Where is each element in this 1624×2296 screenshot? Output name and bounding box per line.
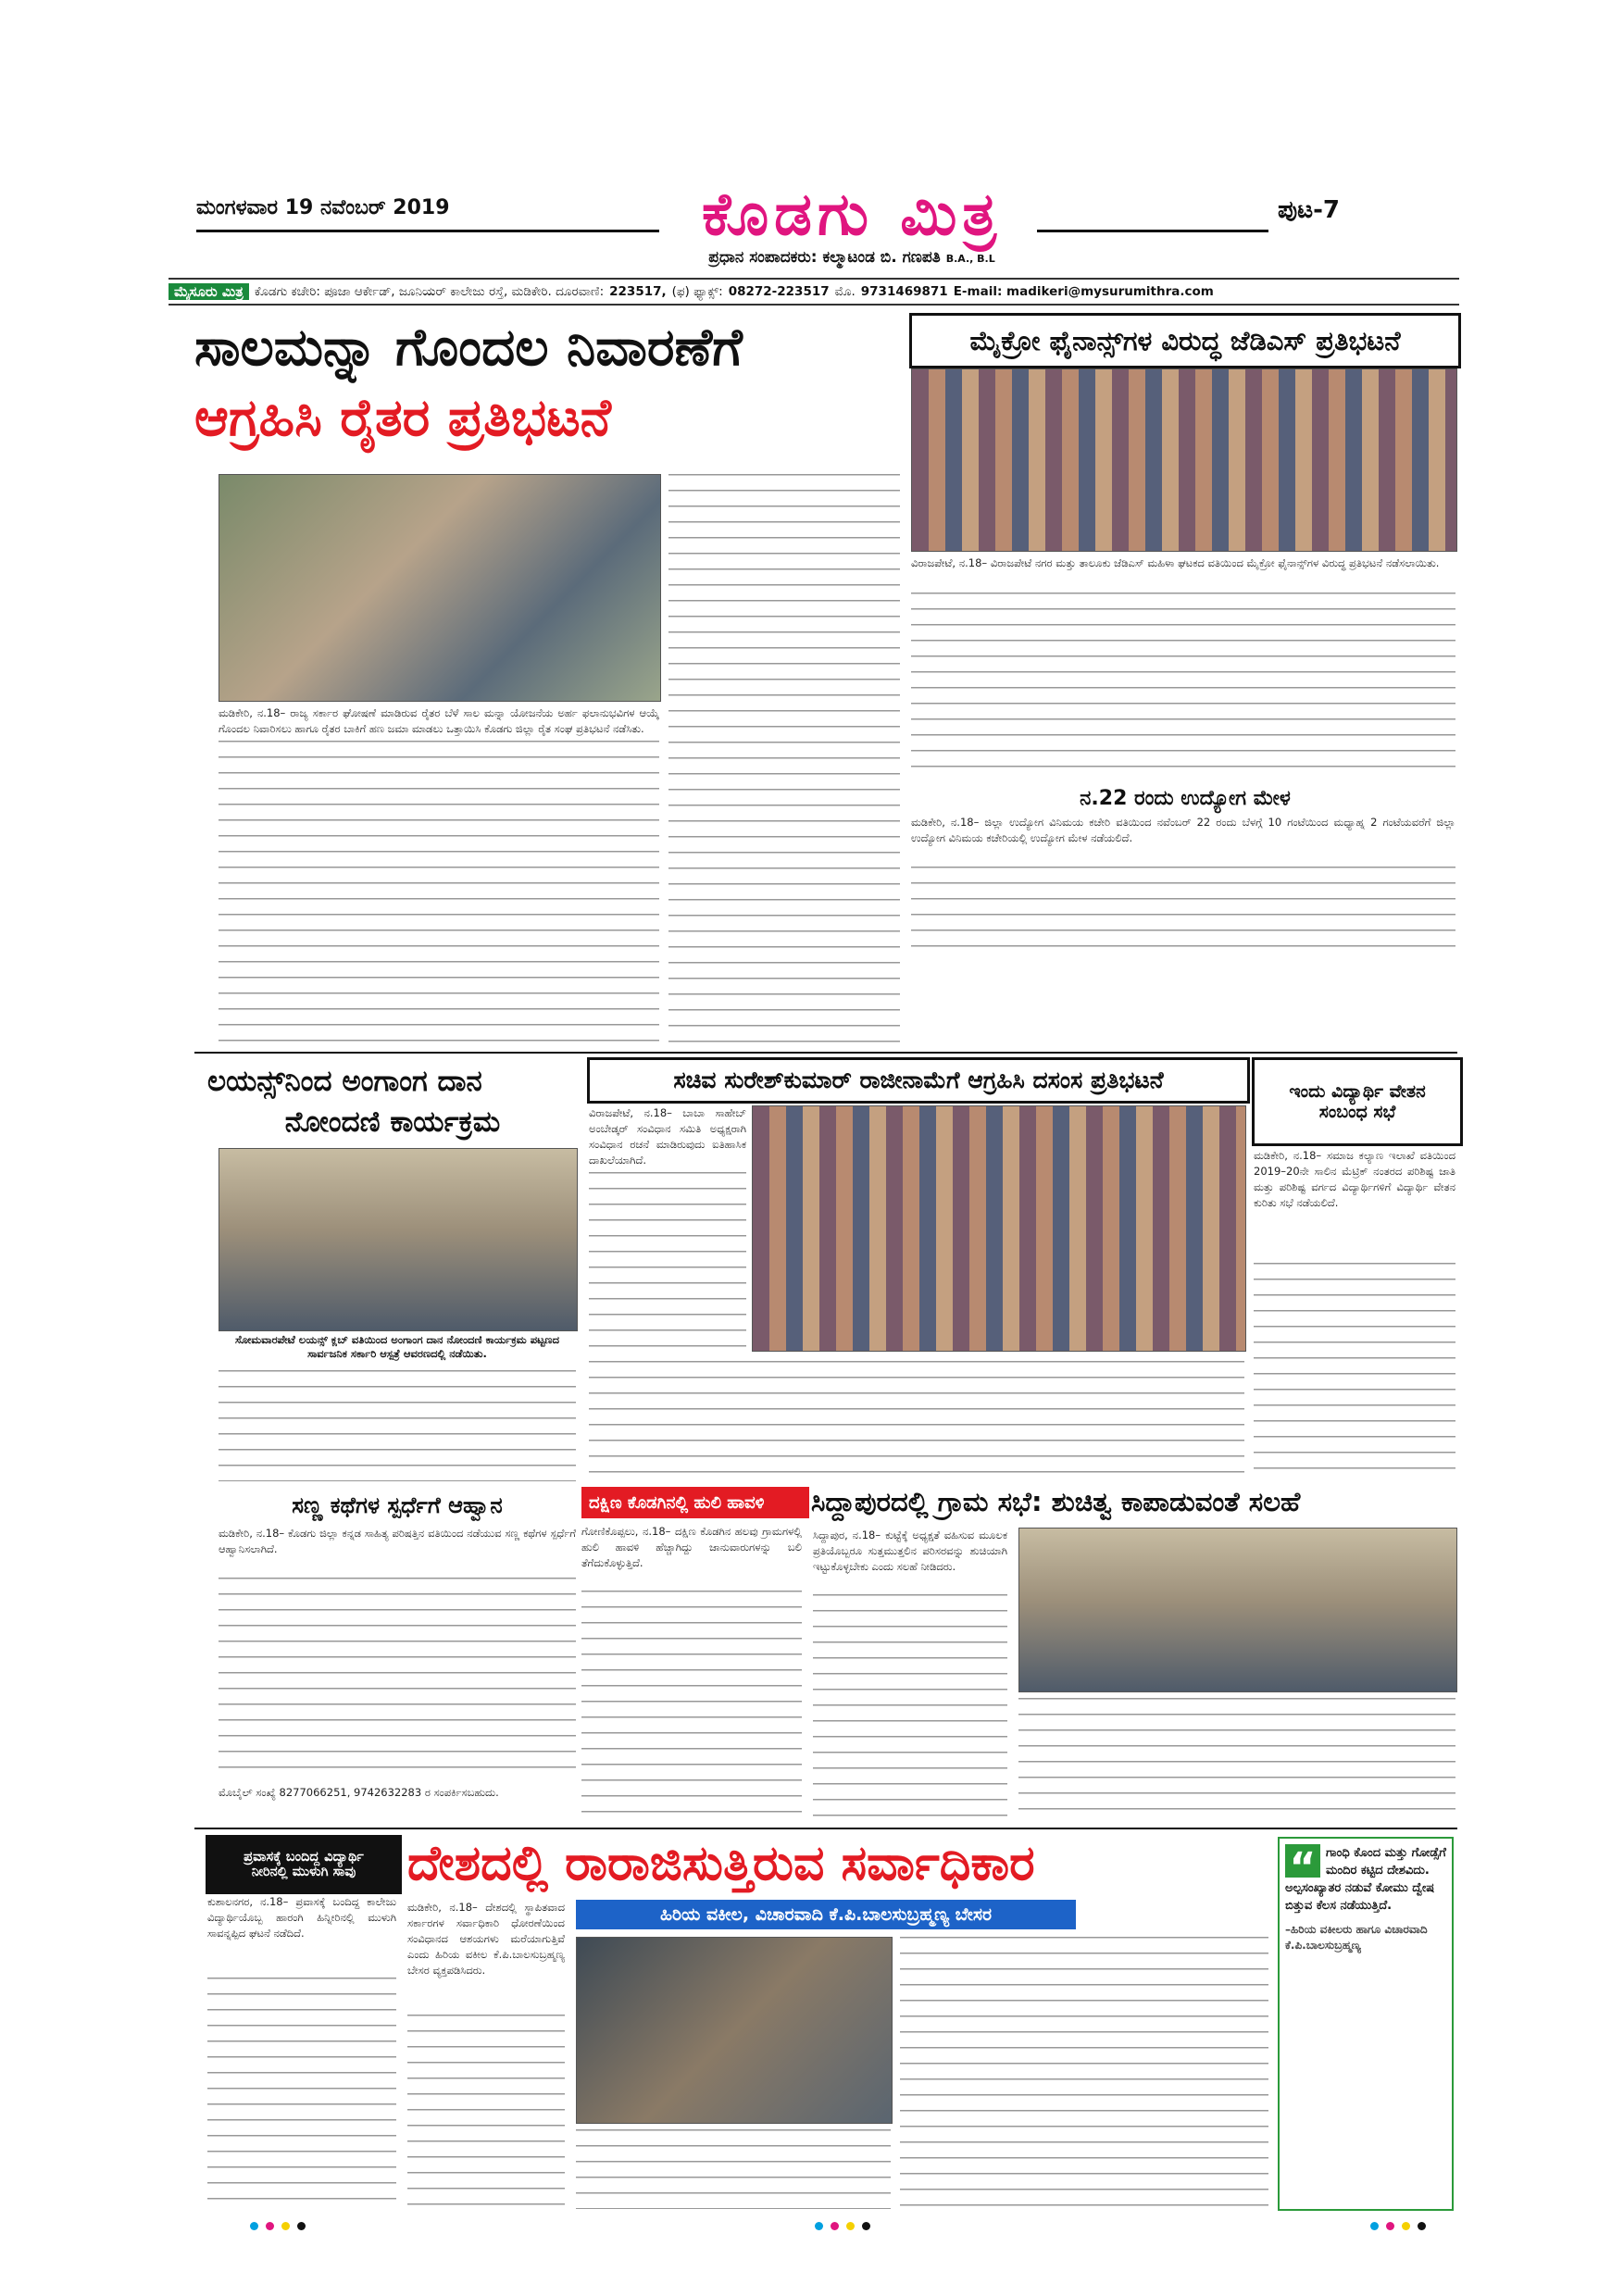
story8-body-text-left — [813, 1594, 1007, 1822]
section-divider-lower — [194, 1828, 1457, 1829]
story1-body-text — [219, 741, 659, 1046]
story5-headline: ಸಚಿವ ಸುರೇಶ್‌ಕುಮಾರ್ ರಾಜೀನಾಮೆಗೆ ಆಗ್ರಹಿಸಿ ದಸಂಸ ಪ್ರತಿಭಟನೆ — [587, 1057, 1250, 1104]
editor-degree: B.A., B.L — [945, 253, 995, 265]
story10-headline-line2: ನೀರಿನಲ್ಲಿ ಮುಳುಗಿ ಸಾವು — [251, 1865, 356, 1879]
office-phone: 223517, — [609, 284, 667, 299]
story9-headline: ಸಣ್ಣ ಕಥೆಗಳ ಸ್ಪರ್ಧೆಗೆ ಆಹ್ವಾನ — [292, 1492, 503, 1518]
story4-photo — [219, 1148, 578, 1331]
story11-body-text-left — [407, 2015, 565, 2209]
story5-photo — [752, 1105, 1246, 1352]
masthead-rule-left — [196, 230, 659, 232]
story7-lead: ಗೋಣಿಕೊಪ್ಪಲು, ನ.18– ದಕ್ಷಿಣ ಕೊಡಗಿನ ಹಲವು ಗ್ರಾಮಗಳಲ್ಲಿ ಹುಲಿ ಹಾವಳಿ ಹೆಚ್ಚಾಗಿದ್ದು ಜಾನುವಾರುಗಳನ್ನು ಬಲಿ ತೆಗೆದುಕೊಳ್ಳುತ್ತಿದೆ. — [581, 1525, 802, 1569]
story4-caption: ಸೋಮವಾರಪೇಟೆ ಲಯನ್ಸ್ ಕ್ಲಬ್ ವತಿಯಿಂದ ಅಂಗಾಂಗ ದಾನ ನೋಂದಣಿ ಕಾರ್ಯಕ್ರಮ ಪಟ್ಟಣದ ಸಾರ್ವಜನಿಕ ಸರ್ಕಾರಿ ಆಸ್ಪತ್ರೆ ಆವರಣದಲ್ಲಿ ನಡೆಯಿತು. — [234, 1333, 560, 1360]
newspaper-title: ಕೊಡಗು ಮಿತ್ರ — [701, 181, 1002, 249]
story8-lead: ಸಿದ್ದಾಪುರ, ನ.18– ಕುಟ್ಟೆಕ್ಕೆ ಅಧ್ಯಕ್ಷತೆ ವಹಿಸುವ ಮೂಲಕ ಪ್ರತಿಯೊಬ್ಬರೂ ಸುತ್ತಮುತ್ತಲಿನ ಪರಿಸರವನ್ನು ಶುಚಿಯಾಗಿ ಇಟ್ಟುಕೊಳ್ಳಬೇಕು ಎಂದು ಸಲಹೆ ನೀಡಿದರು. — [813, 1529, 1007, 1573]
fax-label: (ಫ) ಫ್ಯಾಕ್ಸ್: — [671, 284, 723, 299]
color-registration-marks-center — [815, 2222, 870, 2230]
story2-photo — [911, 368, 1457, 552]
story8-body-text — [1018, 1698, 1455, 1822]
story9-contact: ಮೊಬೈಲ್ ಸಂಖ್ಯೆ 8277066251, 9742632283 ರ ಸಂಪರ್ಕಿಸಬಹುದು. — [219, 1786, 499, 1799]
story6-headline — [1252, 1057, 1463, 1146]
story2-headline: ಮೈಕ್ರೋ ಫೈನಾನ್ಸ್‌ಗಳ ವಿರುದ್ಧ ಜೆಡಿಎಸ್ ಪ್ರತಿಭಟನೆ — [909, 313, 1461, 368]
mobile-number: 9731469871 — [860, 284, 948, 299]
story11-photo — [576, 1937, 893, 2124]
fax-number: 08272-223517 — [728, 284, 830, 299]
story11-quote: ಗಾಂಧಿ ಕೊಂದ ಮತ್ತು ಗೋಡ್ಸೆಗೆ ಮಂದಿರ ಕಟ್ಟಿದ ದೇಶವಿದು. ಅಲ್ಪಸಂಖ್ಯಾತರ ನಡುವೆ ಕೋಮು ದ್ವೇಷ ಬಿತ್ತುವ ಕೆಲಸ ನಡೆಯುತ್ತಿದೆ. — [1285, 1846, 1446, 1913]
story11-subhead: ಹಿರಿಯ ವಕೀಲ, ವಿಚಾರವಾದಿ ಕೆ.ಪಿ.ಬಾಲಸುಬ್ರಹ್ಮಣ್ಯ ಬೇಸರ — [576, 1900, 1076, 1929]
story9-body-text — [219, 1578, 576, 1781]
story3-body-text — [911, 867, 1455, 950]
mobile-label: ಮೊ. — [834, 284, 856, 299]
story7-kicker: ದಕ್ಷಿಣ ಕೊಡಗಿನಲ್ಲಿ ಹುಲಿ ಹಾವಳಿ — [581, 1487, 809, 1518]
story5-body-text — [589, 1361, 1244, 1476]
story4-headline — [207, 1061, 578, 1142]
story1-headline-line1: ಸಾಲಮನ್ನಾ ಗೊಂದಲ ನಿವಾರಣೆಗೆ — [194, 318, 743, 378]
story3-lead: ಮಡಿಕೇರಿ, ನ.18– ಜಿಲ್ಲಾ ಉದ್ಯೋಗ ವಿನಿಮಯ ಕಚೇರಿ ವತಿಯಿಂದ ನವೆಂಬರ್ 22 ರಂದು ಬೆಳಗ್ಗೆ 10 ಗಂಟೆಯಿಂದ ಮಧ್ಯಾಹ್ನ 2 ಗಂಟೆಯವರೆಗೆ ಜಿಲ್ಲಾ ಉದ್ಯೋಗ ವಿನಿಮಯ ಕಚೇರಿಯಲ್ಲಿ ಉದ್ಯೋಗ ಮೇಳ ನಡೆಯಲಿದೆ. — [911, 816, 1455, 844]
story11-quote-box — [1278, 1837, 1454, 2211]
story2-body-text — [911, 593, 1455, 781]
contact-bar — [169, 278, 1459, 306]
story5-body-text-left — [589, 1172, 746, 1357]
color-registration-marks-left — [250, 2222, 306, 2230]
issue-date: ಮಂಗಳವಾರ 19 ನವೆಂಬರ್ 2019 — [196, 196, 450, 219]
story11-quote-author: –ಹಿರಿಯ ವಕೀಲರು ಹಾಗೂ ವಿಚಾರವಾದಿ ಕೆ.ಪಿ.ಬಾಲಸುಬ್ರಹ್ಮಣ್ಯ — [1285, 1923, 1428, 1952]
story11-body-text-right — [900, 1937, 1268, 2209]
story1-headline-line2: ಆಗ್ರಹಿಸಿ ರೈತರ ಪ್ರತಿಭಟನೆ — [194, 388, 612, 448]
color-registration-marks-right — [1370, 2222, 1426, 2230]
story9-lead: ಮಡಿಕೇರಿ, ನ.18– ಕೊಡಗು ಜಿಲ್ಲಾ ಕನ್ನಡ ಸಾಹಿತ್ಯ ಪರಿಷತ್ತಿನ ವತಿಯಿಂದ ನಡೆಯುವ ಸಣ್ಣ ಕಥೆಗಳ ಸ್ಪರ್ಧೆಗೆ ಆಹ್ವಾನಿಸಲಾಗಿದೆ. — [219, 1527, 576, 1555]
story8-headline: ಸಿದ್ದಾಪುರದಲ್ಲಿ ಗ್ರಾಮ ಸಭೆ: ಶುಚಿತ್ವ ಕಾಪಾಡುವಂತೆ ಸಲಹೆ — [811, 1486, 1301, 1517]
editor-line — [676, 248, 1028, 267]
story7-body-text — [581, 1591, 802, 1822]
section-divider — [194, 1052, 1457, 1054]
story5-lead: ವಿರಾಜಪೇಟೆ, ನ.18– ಬಾಬಾ ಸಾಹೇಬ್ ಅಂಬೇಡ್ಕರ್ ಸಂವಿಧಾನ ಸಮಿತಿ ಅಧ್ಯಕ್ಷರಾಗಿ ಸಂವಿಧಾನ ರಚನೆ ಮಾಡಿರುವುದು ಐತಿಹಾಸಿಕ ದಾಖಲೆಯಾಗಿದೆ. — [589, 1106, 746, 1167]
story1-lead: ಮಡಿಕೇರಿ, ನ.18– ರಾಜ್ಯ ಸರ್ಕಾರ ಘೋಷಣೆ ಮಾಡಿರುವ ರೈತರ ಬೆಳೆ ಸಾಲ ಮನ್ನಾ ಯೋಜನೆಯ ಅರ್ಹ ಫಲಾನುಭವಿಗಳ ಆಯ್ಕೆ ಗೊಂದಲ ನಿವಾರಿಸಲು ಹಾಗೂ ರೈತರ ಬಾಕಿಗೆ ಹಣ ಜಮಾ ಮಾಡಲು ಒತ್ತಾಯಿಸಿ ಕೊಡಗು ಜಿಲ್ಲಾ ರೈತ ಸಂಘ ಪ್ರತಿಭಟನೆ ನಡೆಸಿತು. — [219, 706, 659, 735]
email-address: E-mail: madikeri@mysurumithra.com — [953, 284, 1214, 299]
newspaper-logo — [676, 181, 1028, 267]
story11-body-text-mid — [576, 2129, 891, 2209]
story11-headline: ದೇಶದಲ್ಲಿ ರಾರಾಜಿಸುತ್ತಿರುವ ಸರ್ವಾಧಿಕಾರ — [407, 1836, 1035, 1891]
quote-mark-icon: “ — [1285, 1844, 1320, 1878]
story1-headline — [194, 313, 898, 454]
story6-headline-line2: ಸಂಬಂಧ ಸಭೆ — [1318, 1102, 1396, 1122]
page-number: ಪುಟ-7 — [1278, 196, 1341, 224]
story4-body-text — [219, 1370, 576, 1481]
story1-photo — [219, 474, 661, 702]
story10-body-text — [207, 1978, 396, 2209]
editor-name: ಪ್ರಧಾನ ಸಂಪಾದಕರು: ಕಲ್ಮಾಟಂಡ ಬಿ. ಗಣಪತಿ — [708, 248, 941, 267]
story1-body-text-right — [668, 474, 900, 1046]
story6-lead: ಮಡಿಕೇರಿ, ನ.18– ಸಮಾಜ ಕಲ್ಯಾಣ ಇಲಾಖೆ ವತಿಯಿಂದ 2019–20ನೇ ಸಾಲಿನ ಮೆಟ್ರಿಕ್ ನಂತರದ ಪರಿಶಿಷ್ಟ ಜಾತಿ ಮತ್ತು ಪರಿಶಿಷ್ಟ ವರ್ಗದ ವಿದ್ಯಾರ್ಥಿಗಳಿಗೆ ವಿದ್ಯಾರ್ಥಿ ವೇತನ ಕುರಿತು ಸಭೆ ನಡೆಯಲಿದೆ. — [1254, 1149, 1455, 1209]
story8-photo — [1018, 1528, 1457, 1692]
story4-headline-line2: ನೋಂದಣಿ ಕಾರ್ಯಕ್ರಮ — [284, 1105, 501, 1139]
story6-headline-line1: ಇಂದು ವಿದ್ಯಾರ್ಥಿ ವೇತನ — [1289, 1081, 1426, 1102]
office-address: ಕೊಡಗು ಕಚೇರಿ: ಪೂಜಾ ಆರ್ಕೇಡ್, ಜೂನಿಯರ್ ಕಾಲೇಜು ರಸ್ತೆ, ಮಡಿಕೇರಿ. ದೂರವಾಣಿ: — [254, 284, 605, 299]
story3-headline: ನ.22 ರಂದು ಉದ್ಯೋಗ ಮೇಳ — [1080, 787, 1291, 810]
story4-headline-line1: ಲಯನ್ಸ್‌ನಿಂದ ಅಂಗಾಂಗ ದಾನ — [207, 1065, 482, 1098]
story10-headline — [206, 1835, 402, 1894]
story10-headline-line1: ಪ್ರವಾಸಕ್ಕೆ ಬಂದಿದ್ದ ವಿದ್ಯಾರ್ಥಿ — [244, 1850, 364, 1865]
story11-lead: ಮಡಿಕೇರಿ, ನ.18– ದೇಶದಲ್ಲಿ ಸ್ಥಾಪಿತವಾದ ಸರ್ಕಾರಗಳ ಸರ್ವಾಧಿಕಾರಿ ಧೋರಣೆಯಿಂದ ಸಂವಿಧಾನದ ಆಶಯಗಳು ಮರೆಯಾಗುತ್ತಿವೆ ಎಂದು ಹಿರಿಯ ವಕೀಲ ಕೆ.ಪಿ.ಬಾಲಸುಬ್ರಹ್ಮಣ್ಯ ಬೇಸರ ವ್ಯಕ್ತಪಡಿಸಿದರು. — [407, 1901, 565, 1977]
masthead-rule-right — [1037, 230, 1268, 232]
sister-paper-brand: ಮೈಸೂರು ಮಿತ್ರ — [169, 283, 249, 300]
story2-lead: ವಿರಾಜಪೇಟೆ, ನ.18– ವಿರಾಜಪೇಟೆ ನಗರ ಮತ್ತು ತಾಲೂಕು ಜೆಡಿಎಸ್ ಮಹಿಳಾ ಘಟಕದ ವತಿಯಿಂದ ಮೈಕ್ರೋ ಫೈನಾನ್ಸ್‌ಗಳ ವಿರುದ್ಧ ಪ್ರತಿಭಟನೆ ನಡೆಸಲಾಯಿತು. — [911, 556, 1440, 569]
story6-body-text — [1254, 1263, 1455, 1478]
story10-lead: ಕುಶಾಲನಗರ, ನ.18– ಪ್ರವಾಸಕ್ಕೆ ಬಂದಿದ್ದ ಕಾಲೇಜು ವಿದ್ಯಾರ್ಥಿಯೊಬ್ಬ ಹಾರಂಗಿ ಹಿನ್ನೀರಿನಲ್ಲಿ ಮುಳುಗಿ ಸಾವನ್ನಪ್ಪಿದ ಘಟನೆ ನಡೆದಿದೆ. — [207, 1895, 396, 1940]
